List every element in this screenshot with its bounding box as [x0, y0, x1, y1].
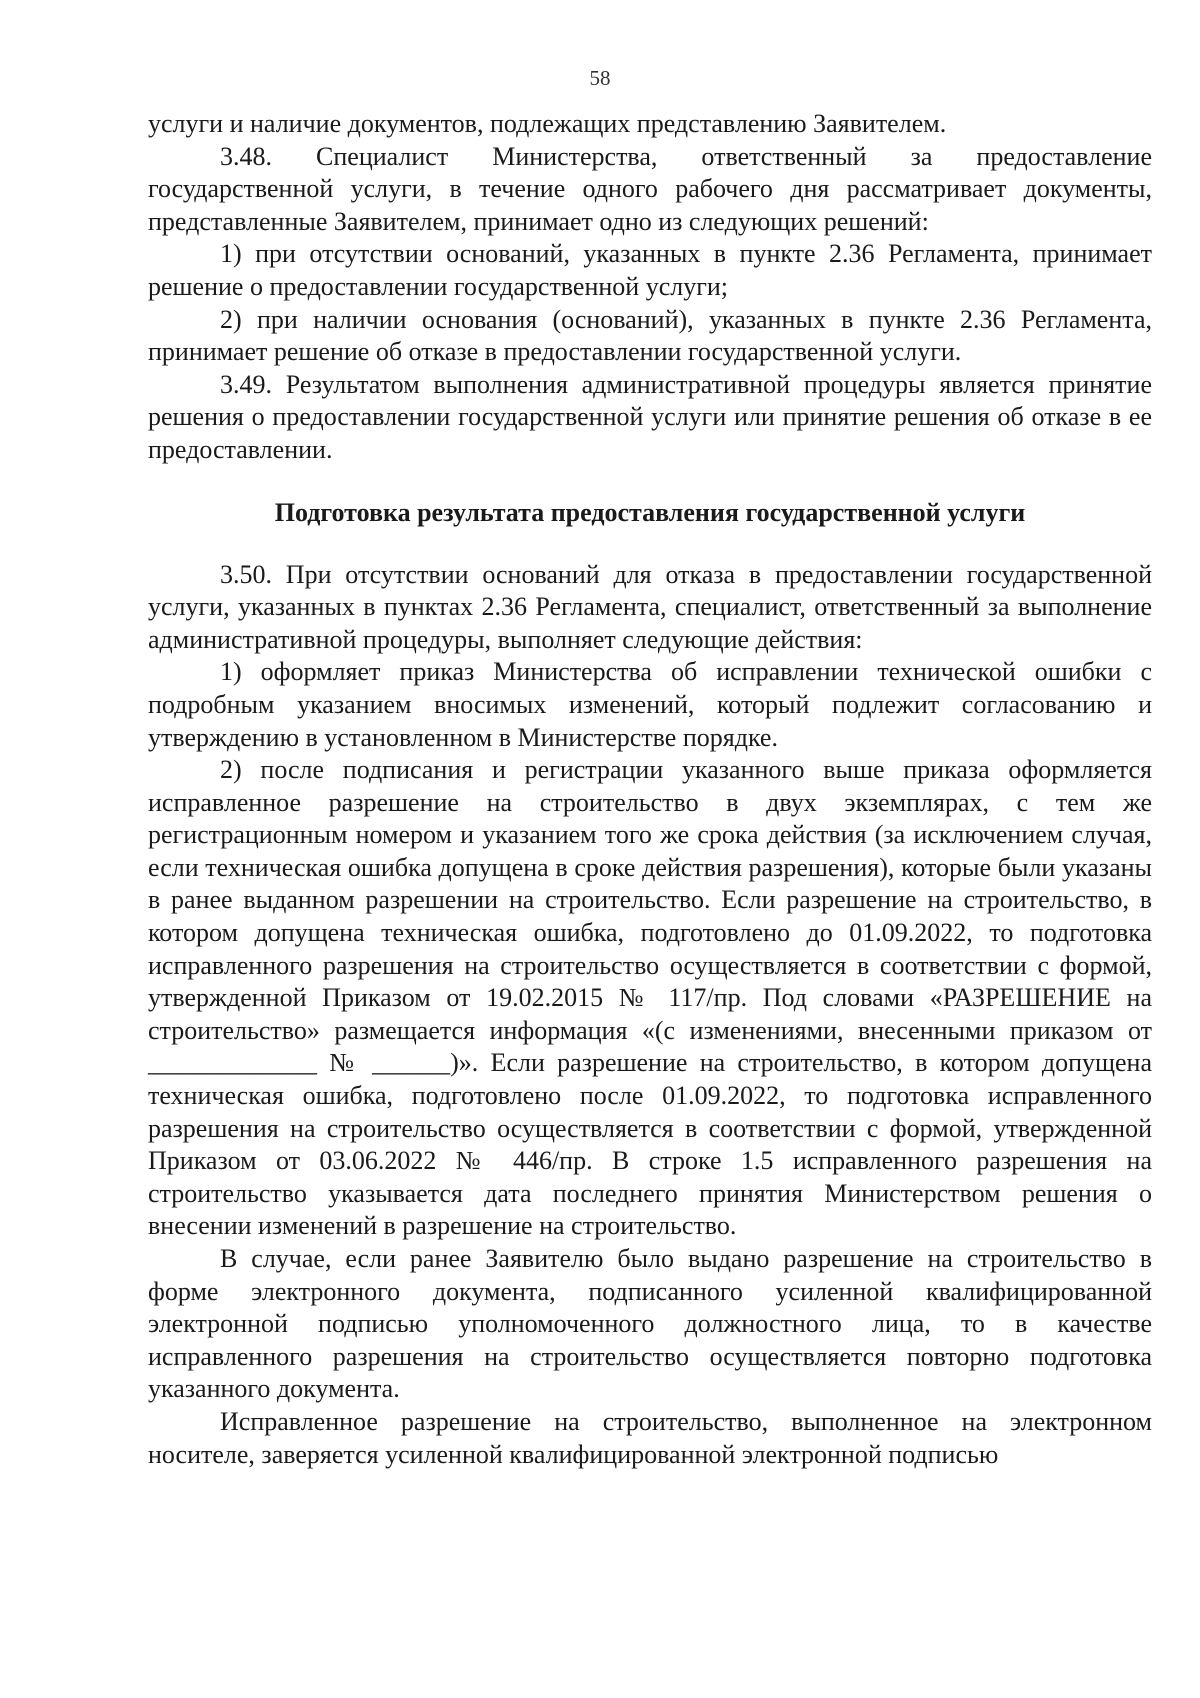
paragraph-electronic-document: В случае, если ранее Заявителю было выдано разрешение на строительство в форме электронного документа, подписанного усиленной квалифицированной электронной подписью уполномоченного должностного лица, то в качестве исправленного разрешения на строительство осуществляется повторно подготовка указанного документа.	[148, 1244, 1152, 1404]
paragraph-3-50-item-1: 1) оформляет приказ Министерства об исправлении технической ошибки с подробным указанием вносимых изменений, который подлежит согласованию и утверждению в установленном в Министерстве порядке.	[148, 657, 1152, 752]
paragraph-3-48: 3.48. Специалист Министерства, ответственный за предоставление государственной услуги, в течение одного рабочего дня рассматривает документы, представленные Заявителем, принимает одно из следующих решений:	[148, 141, 1152, 236]
document-body	[148, 108, 1152, 1471]
section-heading: Подготовка результата предоставления государственной услуги	[274, 497, 1026, 527]
page-number: 58	[589, 66, 611, 90]
paragraph-electronic-signature: Исправленное разрешение на строительство, выполненное на электронном носителе, заверяется усиленной квалифицированной электронной подписью	[148, 1406, 1152, 1469]
paragraph-3-50: 3.50. При отсутствии оснований для отказа в предоставлении государственной услуги, указанных в пунктах 2.36 Регламента, специалист, ответственный за выполнение административной процедуры, выполняет следующие действия:	[148, 559, 1152, 654]
paragraph-3-49: 3.49. Результатом выполнения административной процедуры является принятие решения о предоставлении государственной услуги или принятие решения об отказе в ее предоставлении.	[148, 369, 1152, 464]
paragraph-3-48-item-2: 2) при наличии основания (оснований), указанных в пункте 2.36 Регламента, принимает решение об отказе в предоставлении государственной услуги.	[148, 304, 1152, 367]
paragraph-continuation: услуги и наличие документов, подлежащих представлению Заявителем.	[148, 109, 947, 138]
paragraph-3-50-item-2: 2) после подписания и регистрации указанного выше приказа оформляется исправленное разрешение на строительство в двух экземплярах, с тем же регистрационным номером и указанием того же срока действия (за исключением случая, если техническая ошибка допущена в сроке действия разрешения), которые были указаны в ранее выданном разрешении на строительство. Если разрешение на строительство, в котором допущена техническая ошибка, подготовлено до 01.09.2022, то подготовка исправленного разрешения на строительство осуществляется в соответствии с формой, утвержденной Приказом от 19.02.2015 № 117/пр. Под словами «РАЗРЕШЕНИЕ на строительство» размещается информация «(с изменениями, внесенными приказом от _____________ № ______)». Если разрешение на строительство, в котором допущена техническая ошибка, подготовлено после 01.09.2022, то подготовка исправленного разрешения на строительство осуществляется в соответствии с формой, утвержденной Приказом от 03.06.2022 № 446/пр. В строке 1.5 исправленного разрешения на строительство указывается дата последнего принятия Министерством решения о внесении изменений в разрешение на строительство.	[148, 755, 1152, 1241]
paragraph-3-48-item-1: 1) при отсутствии оснований, указанных в пункте 2.36 Регламента, принимает решение о предоставлении государственной услуги;	[148, 239, 1152, 301]
